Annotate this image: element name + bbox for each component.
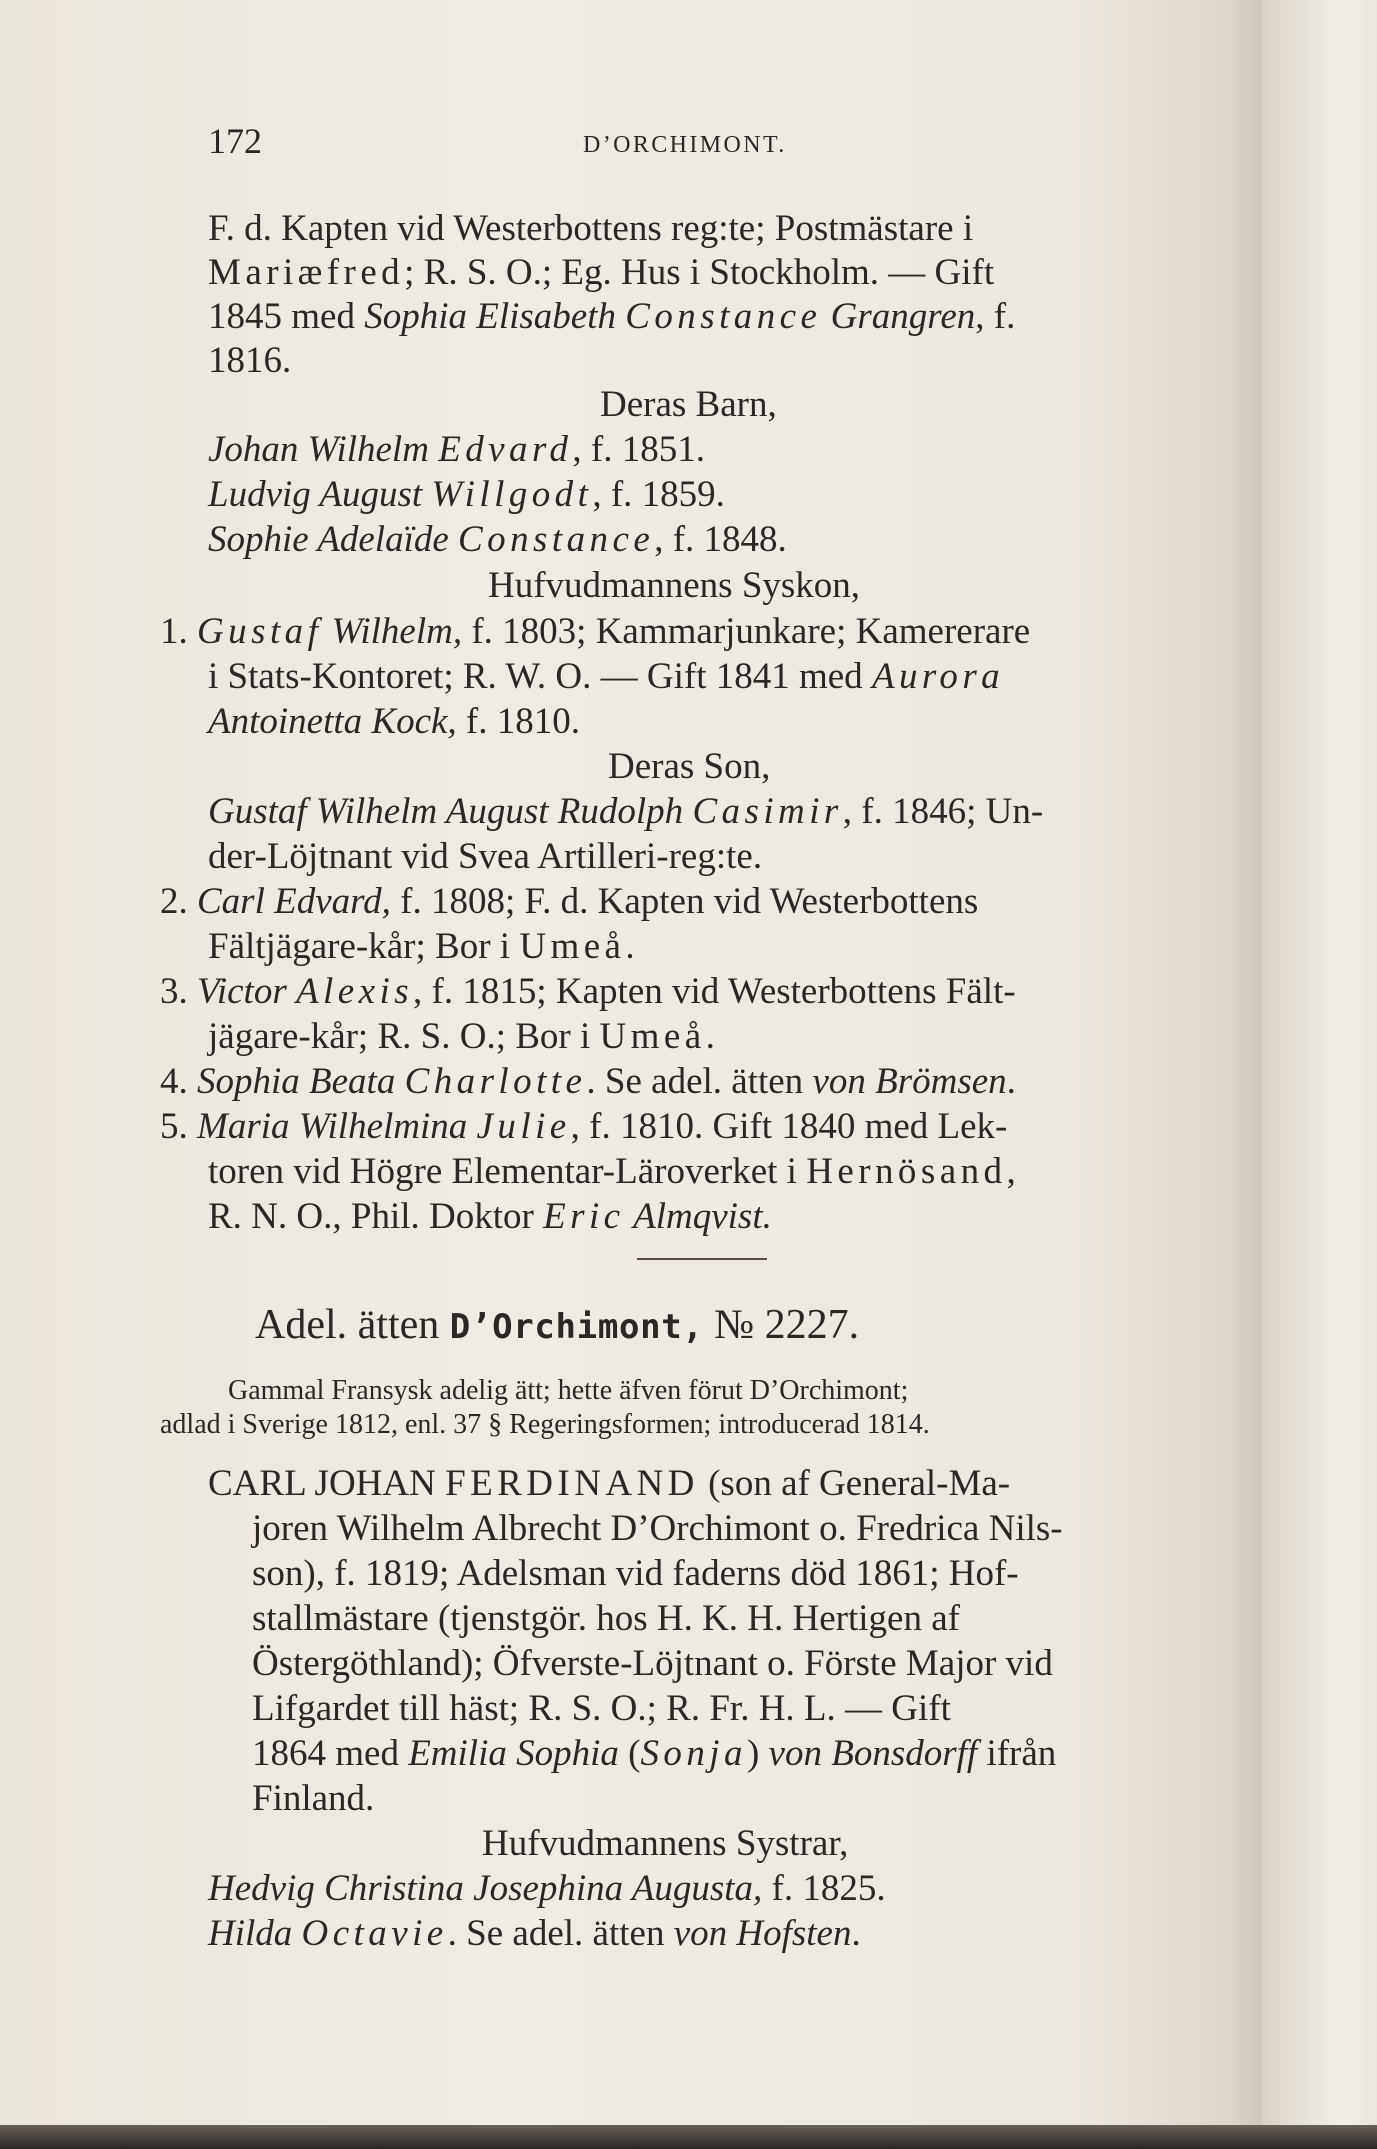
spouse-name: Sophia Elisabeth [364,296,616,337]
head-line: Finland. [252,1778,375,1819]
sibling-entry [160,879,978,925]
family-reference: von Hofsten [673,1913,852,1954]
child-entry [208,472,725,518]
sibling-details: f. 1803; Kammarjunkare; Kamererare [462,611,1031,652]
family-name: D’Orchimont, [449,1307,704,1347]
place-name: Umeå [519,926,626,967]
text-fragment: jägare-kår; R. S. O.; Bor i [208,1016,600,1057]
sibling-entry [160,1059,1016,1105]
spouse-call-name: Aurora [871,656,1005,697]
sibling-line [208,1194,772,1240]
text-fragment: toren vid Högre Elementar-Läroverket i [208,1151,807,1192]
section-divider [637,1258,767,1260]
head-line: Östergöthland); Öfverste-Löjtnant o. Förste Major vid [252,1643,1053,1684]
siblings-heading: Hufvudmannens Syskon, [488,565,861,606]
text-fragment: i Stats-Kontoret; R. W. O. — Gift 1841 med [208,656,872,697]
son-details: , f. 1846; Un- [842,791,1044,832]
sibling-call-name: Gustaf [197,611,323,652]
spouse-call-name: Sonja [640,1733,747,1774]
spouse-surname: von Bonsdorff [768,1733,978,1774]
place-name: Umeå [599,1016,706,1057]
child-name: Johan Wilhelm [208,429,429,470]
sibling-call-name: Charlotte [404,1061,587,1102]
text-fragment: ) [746,1733,769,1774]
sibling-number: 4. [160,1061,188,1102]
sibling-details: . Se adel. ätten [586,1061,813,1102]
sister-birth: f. 1825. [762,1868,886,1909]
head-line [252,1731,1056,1777]
text-fragment: , f. [975,296,1016,337]
spouse-name: Antoinetta Kock, [208,701,457,742]
sibling-name: Carl Edvard, [197,881,391,922]
sibling-call-name: Alexis [296,971,414,1012]
child-birth: , f. 1851. [572,429,705,470]
sibling-line [208,654,1004,700]
family-heading [255,1300,859,1350]
child-call-name: Willgodt [431,474,593,515]
sister-call-name: Octavie [301,1913,448,1954]
spouse-surname: Grangren [830,296,976,337]
sibling-entry [160,1104,1007,1150]
sister-details: . Se adel. ätten [447,1913,674,1954]
sister-entry [208,1911,861,1957]
running-title: D’ORCHIMONT. [583,132,787,158]
head-name: CARL JOHAN [208,1463,436,1504]
spouse-call-name: Eric [543,1196,625,1237]
entry1-line: 1816. [208,340,292,381]
text-fragment: , [1006,1151,1016,1192]
text-fragment: . [1006,1061,1016,1102]
text-fragment: f. 1810. [456,701,580,742]
family-number: № 2227. [714,1302,860,1348]
sibling-line [208,1014,715,1060]
sibling-details: , f. 1815; Kapten vid Westerbottens Fält- [413,971,1016,1012]
head-call-name: FERDINAND [445,1463,699,1504]
sister-entry [208,1866,886,1912]
place-name: Hernösand [806,1151,1007,1192]
sister-name: Hilda [208,1913,293,1954]
son-name: Gustaf Wilhelm August Rudolph [208,791,684,832]
entry1-line [208,250,994,296]
text-fragment: (son af General-Ma- [698,1463,1011,1504]
sibling-number: 3. [160,971,188,1012]
head-line: stallmästare (tjenstgör. hos H. K. H. Hertigen af [252,1598,960,1639]
child-name: Sophie Adelaïde [208,519,449,560]
entry1-line [208,294,1015,340]
child-call-name: Edvard [438,429,573,470]
entry1-line: F. d. Kapten vid Westerbottens reg:te; Postmästare i [208,208,974,249]
head-line: son), f. 1819; Adelsman vid faderns död 1861; Hof- [252,1553,1019,1594]
sibling-line [208,699,580,745]
family-description: Gammal Fransysk adelig ätt; hette äfven förut D’Orchimont; [228,1375,909,1406]
son-entry [208,789,1043,835]
spouse-call-name: Constance [625,296,822,337]
son-call-name: Casimir [692,791,843,832]
child-entry [208,517,787,563]
text-fragment: . [851,1913,861,1954]
place-name: Mariæfred [208,252,405,293]
head-line: Lifgardet till häst; R. S. O.; R. Fr. H. L. — Gift [252,1688,951,1729]
sibling-line [208,924,635,970]
text-fragment: ( [618,1733,641,1774]
text-fragment: 1864 med [252,1733,409,1774]
children-heading: Deras Barn, [600,384,777,425]
sibling-call-name: Julie [476,1106,571,1147]
text-fragment: ; R. S. O.; Eg. Hus i Stockholm. — Gift [404,252,995,293]
spouse-surname: Almqvist. [624,1196,772,1237]
sibling-name: Sophia Beata [197,1061,396,1102]
sisters-heading: Hufvudmannens Systrar, [482,1823,849,1864]
sibling-name: Wilhelm, [322,611,463,652]
family-description: adlad i Sverige 1812, enl. 37 § Regeringsformen; introducerad 1814. [160,1409,930,1440]
child-birth: , f. 1859. [592,474,725,515]
child-birth: , f. 1848. [654,519,787,560]
sibling-number: 1. [160,611,188,652]
sister-name: Hedvig Christina Josephina Augusta, [208,1868,763,1909]
page-gutter [1262,0,1377,2149]
text-fragment: ifrån [977,1733,1057,1774]
child-name: Ludvig August [208,474,423,515]
sibling-line [208,1149,1016,1195]
child-entry [208,427,705,473]
sibling-name: Maria Wilhelmina [197,1106,468,1147]
heading-prefix: Adel. ätten [255,1302,450,1348]
sibling-number: 2. [160,881,188,922]
text-fragment: 1845 med [208,296,365,337]
sibling-details: f. 1808; F. d. Kapten vid Westerbottens [390,881,979,922]
sibling-entry [160,969,1016,1015]
spouse-name: Emilia Sophia [408,1733,619,1774]
child-call-name: Constance [458,519,655,560]
sibling-number: 5. [160,1106,188,1147]
sibling-entry [160,609,1030,655]
sibling-details: , f. 1810. Gift 1840 med Lek- [570,1106,1008,1147]
text-fragment: . [625,926,635,967]
text-fragment: Fältjägare-kår; Bor i [208,926,520,967]
text-fragment: . [705,1016,715,1057]
son-heading: Deras Son, [608,746,771,787]
text-fragment: R. N. O., Phil. Doktor [208,1196,544,1237]
sibling-name: Victor [197,971,287,1012]
son-line: der-Löjtnant vid Svea Artilleri-reg:te. [208,836,763,877]
family-reference: von Brömsen [812,1061,1007,1102]
head-entry [208,1461,1010,1507]
page-number: 172 [208,121,262,161]
head-line: joren Wilhelm Albrecht D’Orchimont o. Fredrica Nils- [252,1508,1063,1549]
